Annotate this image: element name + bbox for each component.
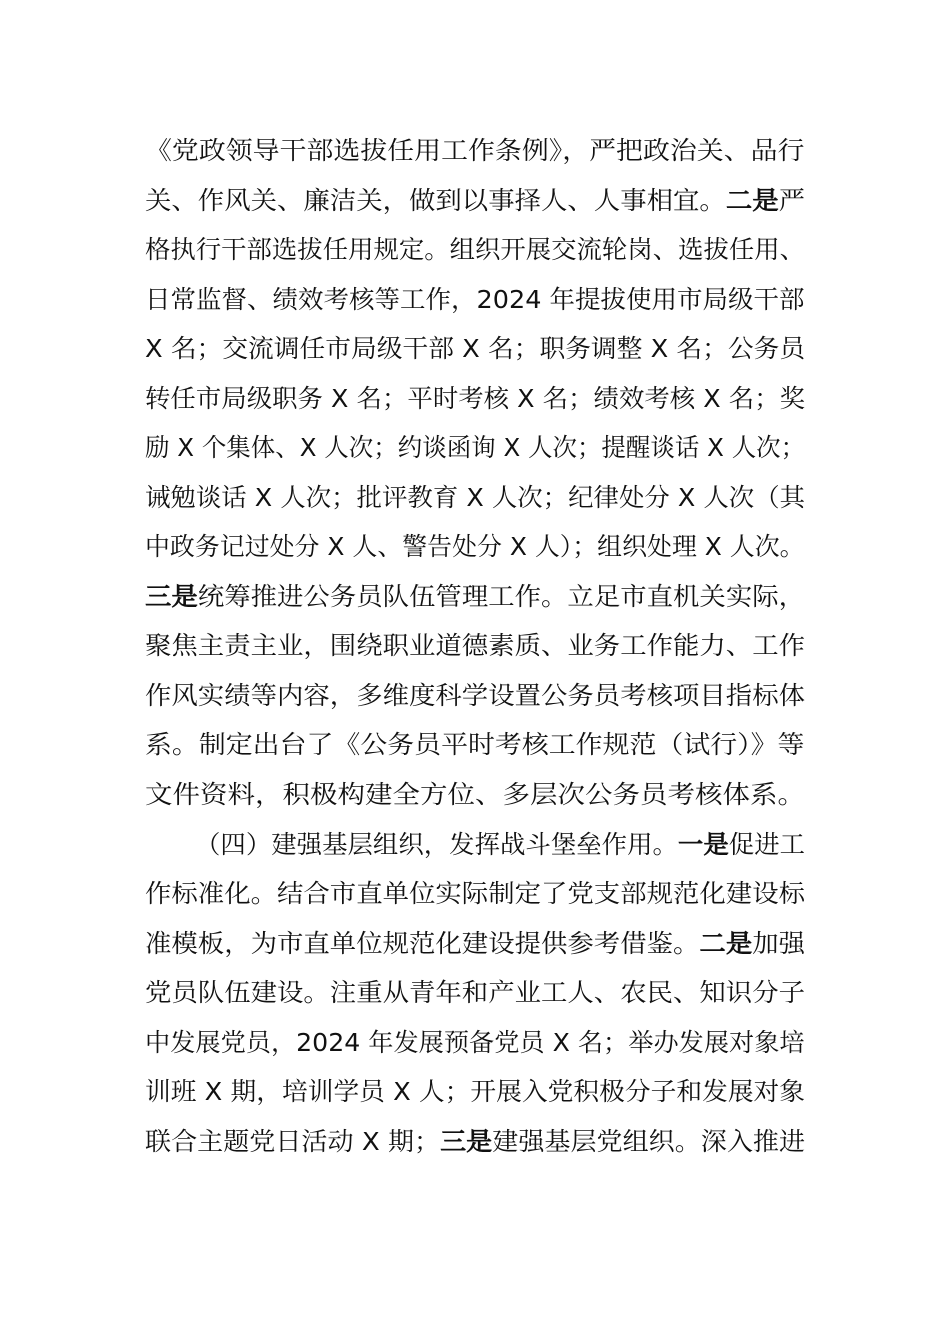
text-line xyxy=(145,1023,805,1063)
text-run: X 名；交流调任市局级干部 X 名；职务调整 X 名；公务员 xyxy=(145,334,806,363)
text-line xyxy=(145,527,805,567)
text-run: 诫勉谈话 X 人次；批评教育 X 人次；纪律处分 X 人次（其 xyxy=(145,483,806,512)
text-line xyxy=(145,478,805,518)
text-line xyxy=(145,329,805,369)
bold-keyword: 二是 xyxy=(699,929,753,958)
text-run: 作风实绩等内容，多维度科学设置公务员考核项目指标体 xyxy=(145,681,806,710)
text-line xyxy=(145,924,805,964)
text-line xyxy=(145,379,805,419)
text-run: 中政务记过处分 X 人、警告处分 X 人）；组织处理 X 人次。 xyxy=(145,532,805,561)
text-run: 聚焦主责主业，围绕职业道德素质、业务工作能力、工作 xyxy=(145,631,806,660)
text-line xyxy=(145,973,805,1013)
text-line xyxy=(145,230,805,270)
text-run: 促进工 xyxy=(728,830,806,859)
text-run: 励 X 个集体、X 人次；约谈函询 X 人次；提醒谈话 X 人次； xyxy=(145,433,806,462)
text-run: 《党政领导干部选拔任用工作条例》，严把政治关、品行 xyxy=(145,136,805,165)
text-run: 准模板，为市直单位规范化建设提供参考借鉴。 xyxy=(145,929,700,958)
text-run: 统筹推进公务员队伍管理工作。立足市直机关实际， xyxy=(197,582,806,611)
bold-keyword: 三是 xyxy=(145,582,198,611)
text-run: 严 xyxy=(778,186,806,215)
bold-keyword: 一是 xyxy=(677,830,729,859)
text-run: 作标准化。结合市直单位实际制定了党支部规范化建设标 xyxy=(145,879,806,908)
bold-keyword: 三是 xyxy=(440,1127,493,1156)
text-line xyxy=(145,1122,805,1162)
text-line xyxy=(145,874,805,914)
text-run: （四）建强基层组织，发挥战斗堡垒作用。 xyxy=(195,830,678,859)
text-line xyxy=(145,775,805,815)
text-run: 系。制定出台了《公务员平时考核工作规范（试行）》等 xyxy=(145,730,805,759)
text-line xyxy=(145,131,804,171)
text-line xyxy=(145,577,805,617)
text-run: 训班 X 期，培训学员 X 人；开展入党积极分子和发展对象 xyxy=(145,1077,806,1106)
text-line xyxy=(195,825,805,865)
text-run: 关、作风关、廉洁关，做到以事择人、人事相宜。 xyxy=(145,186,726,215)
text-line xyxy=(145,428,805,468)
text-run: 党员队伍建设。注重从青年和产业工人、农民、知识分子 xyxy=(145,978,806,1007)
text-line xyxy=(145,725,804,765)
text-line xyxy=(145,280,805,320)
text-run: 中发展党员，2024 年发展预备党员 X 名；举办发展对象培 xyxy=(145,1028,805,1057)
text-run: 联合主题党日活动 X 期； xyxy=(145,1127,441,1156)
text-run: 转任市局级职务 X 名；平时考核 X 名；绩效考核 X 名；奖 xyxy=(145,384,806,413)
text-line xyxy=(145,626,805,666)
text-line xyxy=(145,676,805,716)
text-run: 文件资料，积极构建全方位、多层次公务员考核体系。 xyxy=(145,780,806,809)
text-run: 加强 xyxy=(752,929,806,958)
text-run: 建强基层党组织。深入推进 xyxy=(492,1127,806,1156)
text-run: 日常监督、绩效考核等工作，2024 年提拔使用市局级干部 xyxy=(145,285,805,314)
text-line xyxy=(145,1072,805,1112)
bold-keyword: 二是 xyxy=(725,186,779,215)
text-run: 格执行干部选拔任用规定。组织开展交流轮岗、选拔任用、 xyxy=(145,235,806,264)
text-line xyxy=(145,181,805,221)
